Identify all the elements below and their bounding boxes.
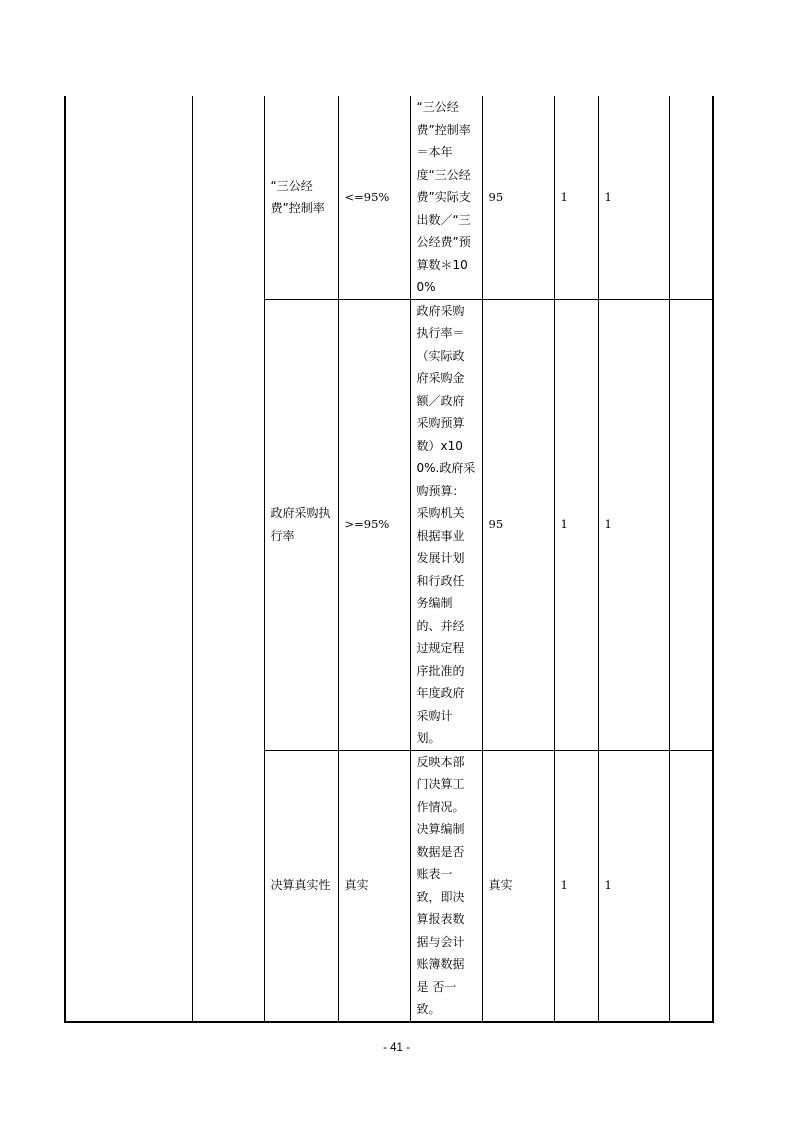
page-number: - 41 - (383, 1042, 410, 1054)
remark-cell (669, 299, 713, 750)
actual-cell: 真实 (482, 750, 554, 1022)
score-cell: 1 (598, 96, 669, 299)
weight-cell: 1 (554, 96, 598, 299)
description-cell: “三公经费”控制率＝本年度“三公经费”实际支出数／“三公经费”预算数＊100% (410, 96, 482, 299)
target-cell: >=95% (338, 299, 410, 750)
weight-cell: 1 (554, 299, 598, 750)
score-cell: 1 (598, 299, 669, 750)
indicator-cell: 政府采购执行率 (264, 299, 338, 750)
indicator-cell: 决算真实性 (264, 750, 338, 1022)
target-cell: <=95% (338, 96, 410, 299)
actual-cell: 95 (482, 299, 554, 750)
remark-cell (669, 96, 713, 299)
actual-cell: 95 (482, 96, 554, 299)
performance-table (64, 96, 714, 1023)
subcategory-cell (192, 96, 264, 1022)
target-cell: 真实 (338, 750, 410, 1022)
indicator-cell: “三公经费”控制率 (264, 96, 338, 299)
weight-cell: 1 (554, 750, 598, 1022)
score-cell: 1 (598, 750, 669, 1022)
remark-cell (669, 750, 713, 1022)
table-row (65, 96, 713, 299)
description-cell: 政府采购执行率＝（实际政府采购金额／政府采购预算数）x100%.政府采购预算：采购机关根据事业发展计划和行政任务编制的、并经过规定程序批准的年度政府采购计划。 (410, 299, 482, 750)
category-cell (65, 96, 192, 1022)
description-cell: 反映本部门决算工作情况。决算编制数据是否账表一致，即决算报表数据与会计账簿数据是 否一致。 (410, 750, 482, 1022)
